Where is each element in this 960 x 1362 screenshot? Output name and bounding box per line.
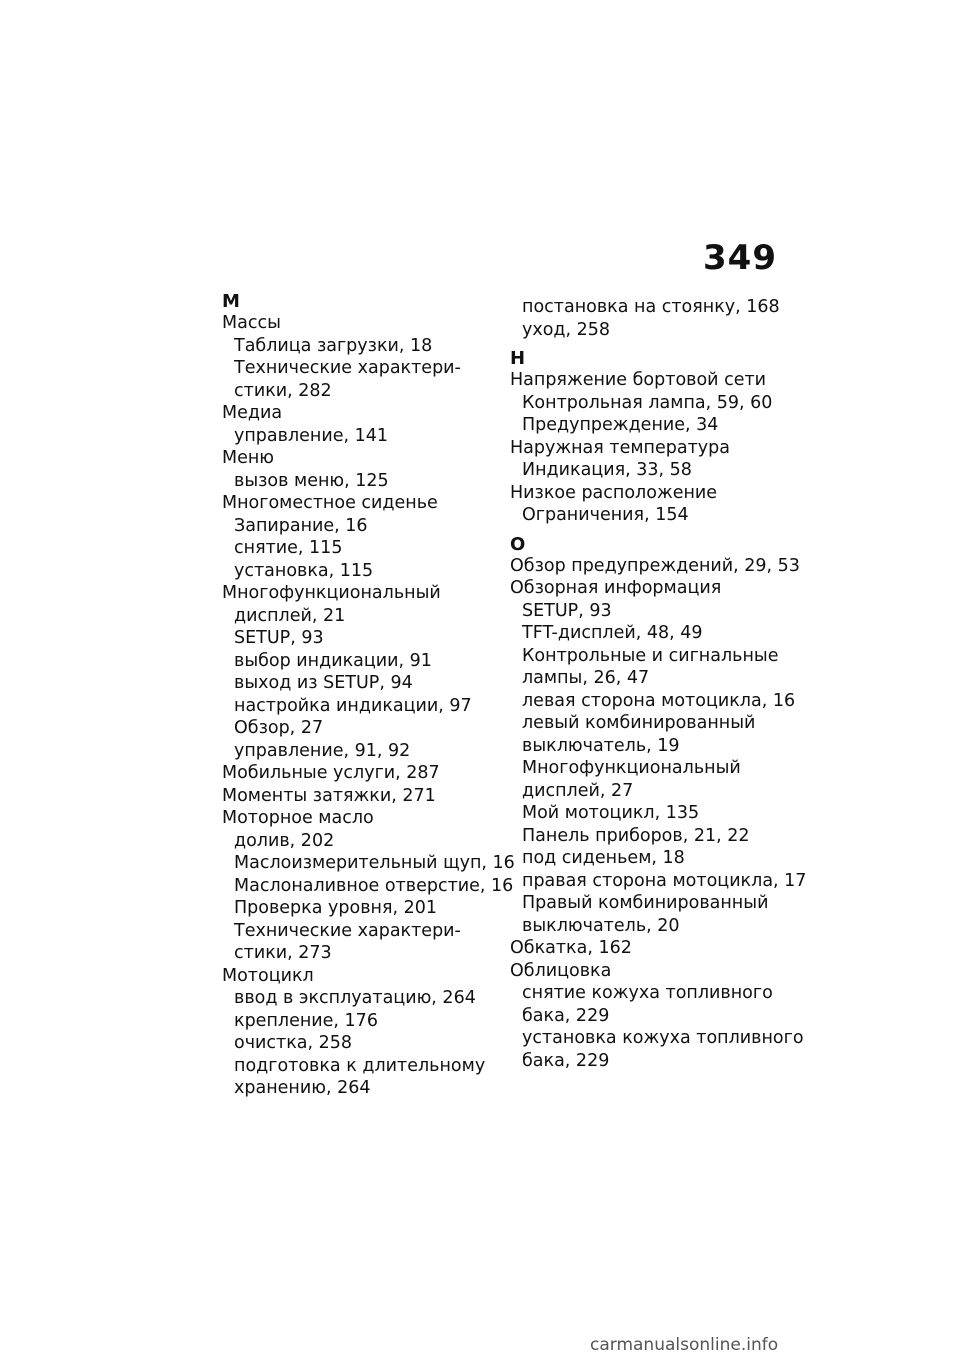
index-subentry: правая сторона мотоцикла, 17 bbox=[522, 870, 807, 891]
index-entry: Обзорная информация bbox=[510, 578, 722, 598]
index-subentry: выбор индикации, 91 bbox=[234, 650, 432, 671]
index-entry: Мотоцикл bbox=[222, 965, 314, 986]
index-entry: Наружная температура bbox=[510, 437, 730, 458]
index-subentry: хранению, 264 bbox=[234, 1078, 371, 1098]
index-subentry: снятие, 115 bbox=[234, 538, 343, 558]
watermark: carmanualsonline.info bbox=[590, 1335, 779, 1355]
index-subentry: установка кожуха топливного bbox=[522, 1028, 804, 1048]
index-entry: Мобильные услуги, 287 bbox=[222, 763, 440, 783]
index-entry: Массы bbox=[222, 313, 281, 333]
index-subentry: Предупреждение, 34 bbox=[522, 415, 719, 435]
index-subentry: Правый комбинированный bbox=[522, 893, 769, 913]
index-entry: Обкатка, 162 bbox=[510, 938, 632, 958]
index-subentry: управление, 91, 92 bbox=[234, 740, 411, 761]
index-subentry: Технические характери- bbox=[234, 920, 461, 941]
index-entry: Медиа bbox=[222, 403, 283, 423]
section-letter: О bbox=[510, 533, 526, 555]
index-subentry: долив, 202 bbox=[234, 830, 335, 851]
index-subentry: SETUP, 93 bbox=[522, 600, 612, 621]
index-entry: Низкое расположение bbox=[510, 482, 718, 503]
index-column-left bbox=[222, 291, 515, 1100]
index-subentry: Контрольная лампа, 59, 60 bbox=[522, 392, 773, 413]
index-column-right bbox=[510, 296, 807, 1072]
index-subentry: левая сторона мотоцикла, 16 bbox=[522, 690, 796, 711]
index-subentry: TFT-дисплей, 48, 49 bbox=[522, 623, 703, 643]
index-entry: Обзор предупреждений, 29, 53 bbox=[510, 555, 800, 576]
index-subentry: Панель приборов, 21, 22 bbox=[522, 825, 750, 846]
index-subentry: Запирание, 16 bbox=[234, 515, 368, 536]
index-subentry: Контрольные и сигнальные bbox=[522, 645, 779, 666]
index-subentry: стики, 273 bbox=[234, 943, 332, 963]
index-subentry: Технические характери- bbox=[234, 358, 461, 378]
index-subentry: дисплей, 21 bbox=[234, 605, 346, 626]
index-subentry: снятие кожуха топливного bbox=[522, 983, 773, 1003]
index-subentry: установка, 115 bbox=[234, 560, 374, 581]
section-letter: М bbox=[222, 291, 240, 312]
index-entry: Меню bbox=[222, 448, 275, 468]
index-subentry: Индикация, 33, 58 bbox=[522, 460, 692, 480]
index-entry: Напряжение бортовой сети bbox=[510, 370, 767, 390]
index-entry: Многофункциональный bbox=[222, 583, 441, 603]
index-subentry: ввод в эксплуатацию, 264 bbox=[234, 988, 476, 1008]
index-entry: Моменты затяжки, 271 bbox=[222, 785, 436, 806]
index-subentry: Маслоизмерительный щуп, 16 bbox=[234, 853, 515, 873]
page-number: 349 bbox=[703, 238, 777, 278]
section-gap bbox=[510, 527, 795, 535]
index-subentry: вызов меню, 125 bbox=[234, 470, 389, 491]
section-letter: Н bbox=[510, 348, 526, 369]
index-subentry: бака, 229 bbox=[522, 1005, 610, 1026]
index-subentry: SETUP, 93 bbox=[234, 628, 324, 648]
index-subentry: дисплей, 27 bbox=[522, 780, 634, 801]
index-entry: Многоместное сиденье bbox=[222, 493, 438, 513]
index-subentry: выключатель, 20 bbox=[522, 915, 680, 936]
index-subentry: под сиденьем, 18 bbox=[522, 848, 685, 868]
index-subentry: крепление, 176 bbox=[234, 1010, 378, 1031]
index-subentry: стики, 282 bbox=[234, 380, 332, 401]
index-subentry: постановка на стоянку, 168 bbox=[522, 297, 780, 317]
index-subentry: Мой мотоцикл, 135 bbox=[522, 803, 700, 823]
index-subentry: лампы, 26, 47 bbox=[522, 668, 650, 688]
index-subentry: Ограничения, 154 bbox=[522, 505, 689, 525]
index-subentry: настройка индикации, 97 bbox=[234, 695, 472, 716]
index-subentry: выключатель, 19 bbox=[522, 735, 680, 756]
index-subentry: уход, 258 bbox=[522, 319, 611, 340]
section-gap bbox=[510, 341, 795, 349]
index-subentry: Обзор, 27 bbox=[234, 718, 324, 738]
index-subentry: выход из SETUP, 94 bbox=[234, 673, 413, 693]
index-subentry: подготовка к длительному bbox=[234, 1055, 486, 1076]
index-subentry: Таблица загрузки, 18 bbox=[234, 335, 433, 356]
index-subentry: бака, 229 bbox=[522, 1050, 610, 1071]
index-subentry: управление, 141 bbox=[234, 425, 389, 446]
index-subentry: левый комбинированный bbox=[522, 713, 756, 733]
index-subentry: Многофункциональный bbox=[522, 758, 741, 778]
index-entry: Моторное масло bbox=[222, 808, 374, 828]
index-subentry: Маслоналивное отверстие, 16 bbox=[234, 875, 514, 896]
index-subentry: очистка, 258 bbox=[234, 1033, 353, 1053]
index-entry: Облицовка bbox=[510, 960, 612, 981]
index-subentry: Проверка уровня, 201 bbox=[234, 898, 438, 918]
